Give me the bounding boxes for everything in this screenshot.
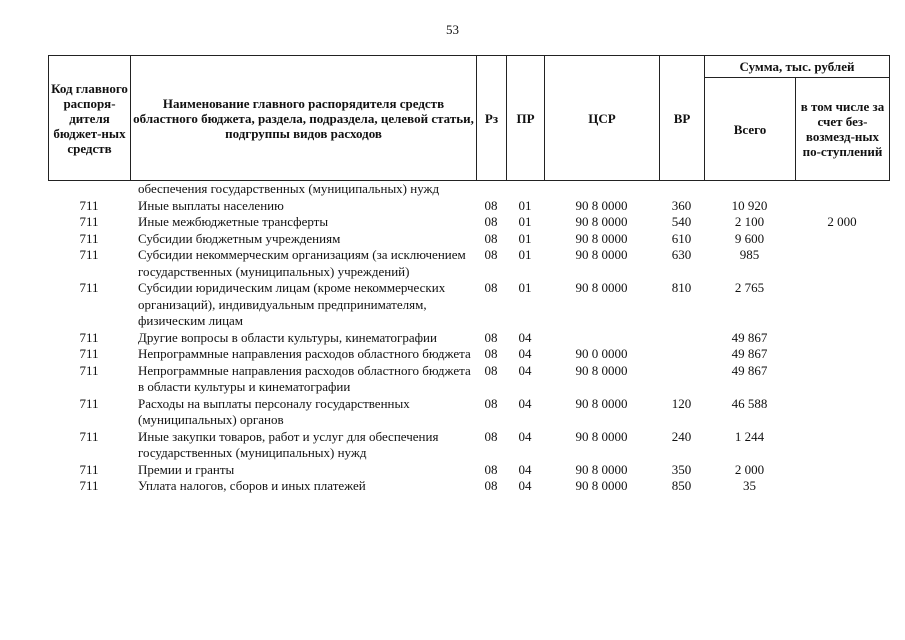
header-incl: в том числе за счет без-возмезд-ных по-ступлений bbox=[796, 78, 890, 181]
cell-csr: 90 8 0000 bbox=[575, 280, 628, 295]
cell-vr: 360 bbox=[671, 197, 692, 213]
cell-csr: 90 8 0000 bbox=[575, 428, 628, 444]
table-row bbox=[48, 231, 889, 248]
cell-pr: 01 bbox=[518, 230, 532, 246]
cell-incl bbox=[795, 396, 889, 429]
cell-name: Иные закупки товаров, работ и услуг для обеспечения государственных (муниципальных) нужд bbox=[138, 428, 439, 460]
cell-rz: 08 bbox=[484, 461, 498, 477]
cell-total bbox=[704, 181, 795, 198]
cell-total: 985 bbox=[739, 247, 760, 262]
table-row bbox=[48, 247, 889, 280]
header-vr: ВР bbox=[660, 56, 705, 181]
cell-rz: 08 bbox=[484, 478, 498, 493]
cell-pr: 01 bbox=[518, 197, 532, 213]
cell-name: обеспечения государственных (муниципальных) нужд bbox=[138, 181, 440, 196]
cell-vr: 810 bbox=[671, 280, 692, 295]
cell-total: 2 765 bbox=[734, 280, 765, 295]
cell-rz: 08 bbox=[484, 230, 498, 246]
cell-csr: 90 8 0000 bbox=[575, 395, 628, 411]
header-sum: Сумма, тыс. рублей bbox=[705, 56, 890, 78]
cell-code: 711 bbox=[79, 197, 99, 213]
cell-csr: 90 8 0000 bbox=[575, 214, 628, 229]
cell-code: 711 bbox=[79, 329, 99, 345]
cell-code: 711 bbox=[79, 478, 99, 493]
table-row bbox=[48, 429, 889, 462]
cell-total: 49 867 bbox=[731, 346, 768, 361]
cell-total: 2 100 bbox=[734, 214, 765, 229]
cell-name: Субсидии бюджетным учреждениям bbox=[138, 230, 341, 246]
table-row bbox=[48, 198, 889, 215]
table-body bbox=[48, 181, 889, 495]
cell-pr: 04 bbox=[518, 428, 532, 444]
table-row bbox=[48, 462, 889, 479]
header-pr: ПР bbox=[507, 56, 545, 181]
cell-name: Непрограммные направления расходов областного бюджета bbox=[138, 346, 471, 361]
cell-code: 711 bbox=[79, 362, 99, 378]
table-header bbox=[48, 55, 890, 181]
cell-vr: 630 bbox=[671, 247, 692, 262]
cell-pr: 04 bbox=[518, 346, 532, 361]
cell-csr: 90 0 0000 bbox=[575, 346, 628, 361]
cell-incl bbox=[795, 462, 889, 479]
cell-total: 9 600 bbox=[734, 230, 765, 246]
table-row bbox=[48, 181, 889, 198]
cell-code: 711 bbox=[79, 428, 99, 444]
cell-code: 711 bbox=[79, 395, 99, 411]
cell-pr: 04 bbox=[518, 478, 532, 493]
cell-csr: 90 8 0000 bbox=[575, 247, 628, 262]
cell-vr bbox=[659, 363, 704, 396]
cell-total: 49 867 bbox=[731, 329, 768, 345]
cell-csr bbox=[544, 181, 659, 198]
cell-name: Иные межбюджетные трансферты bbox=[138, 214, 329, 229]
cell-incl bbox=[795, 181, 889, 198]
cell-rz: 08 bbox=[484, 280, 498, 295]
cell-rz: 08 bbox=[484, 395, 498, 411]
cell-total: 1 244 bbox=[734, 428, 765, 444]
header-total: Всего bbox=[705, 78, 796, 181]
cell-incl bbox=[795, 247, 889, 280]
cell-vr: 350 bbox=[671, 461, 692, 477]
cell-code: 711 bbox=[79, 280, 99, 295]
cell-pr: 04 bbox=[518, 329, 532, 345]
cell-pr: 04 bbox=[518, 395, 532, 411]
table-row bbox=[48, 363, 889, 396]
cell-rz bbox=[476, 181, 506, 198]
table-row bbox=[48, 280, 889, 330]
cell-incl bbox=[795, 478, 889, 495]
cell-pr: 04 bbox=[518, 362, 532, 378]
cell-name: Непрограммные направления расходов областного бюджета в области культуры и кинематографии bbox=[138, 362, 471, 394]
cell-rz: 08 bbox=[484, 214, 498, 229]
cell-total: 46 588 bbox=[731, 395, 768, 411]
cell-vr: 120 bbox=[671, 395, 692, 411]
cell-name: Уплата налогов, сборов и иных платежей bbox=[138, 478, 366, 493]
table-row bbox=[48, 214, 889, 231]
cell-vr bbox=[659, 181, 704, 198]
cell-vr bbox=[659, 346, 704, 363]
cell-total: 35 bbox=[743, 478, 756, 493]
cell-code: 711 bbox=[79, 461, 99, 477]
cell-vr: 850 bbox=[671, 478, 692, 493]
cell-pr: 04 bbox=[518, 461, 532, 477]
cell-csr: 90 8 0000 bbox=[575, 461, 628, 477]
cell-rz: 08 bbox=[484, 197, 498, 213]
cell-incl bbox=[795, 330, 889, 347]
header-csr: ЦСР bbox=[545, 56, 660, 181]
cell-csr: 90 8 0000 bbox=[575, 230, 628, 246]
cell-code: 711 bbox=[79, 230, 99, 246]
cell-total: 2 000 bbox=[734, 461, 765, 477]
table-row bbox=[48, 346, 889, 363]
cell-vr: 240 bbox=[671, 428, 692, 444]
cell-name: Премии и гранты bbox=[138, 461, 235, 477]
page-number: 53 bbox=[446, 22, 459, 37]
cell-vr bbox=[659, 330, 704, 347]
cell-csr bbox=[544, 330, 659, 347]
cell-name: Иные выплаты населению bbox=[138, 197, 284, 213]
cell-rz: 08 bbox=[484, 329, 498, 345]
cell-code: 711 bbox=[79, 247, 99, 262]
cell-incl: 2 000 bbox=[827, 214, 857, 229]
cell-pr: 01 bbox=[518, 280, 532, 295]
cell-code bbox=[48, 181, 130, 198]
cell-name: Другие вопросы в области культуры, кинематографии bbox=[138, 329, 437, 345]
cell-vr: 610 bbox=[671, 230, 692, 246]
cell-incl bbox=[795, 280, 889, 330]
cell-incl bbox=[795, 198, 889, 215]
cell-code: 711 bbox=[79, 346, 99, 361]
cell-pr bbox=[506, 181, 544, 198]
table-row bbox=[48, 396, 889, 429]
cell-csr: 90 8 0000 bbox=[575, 362, 628, 378]
cell-rz: 08 bbox=[484, 362, 498, 378]
cell-pr: 01 bbox=[518, 214, 532, 229]
header-name: Наименование главного распорядителя средств областного бюджета, раздела, подраздела, целевой статьи, подгруппы видов расходов bbox=[131, 56, 477, 181]
cell-vr: 540 bbox=[671, 214, 692, 229]
table-row bbox=[48, 478, 889, 495]
cell-rz: 08 bbox=[484, 247, 498, 262]
cell-name: Субсидии юридическим лицам (кроме некоммерческих организаций), индивидуальным предпринимателям, физическим лицам bbox=[138, 280, 446, 328]
cell-rz: 08 bbox=[484, 346, 498, 361]
cell-incl bbox=[795, 231, 889, 248]
cell-rz: 08 bbox=[484, 428, 498, 444]
cell-incl bbox=[795, 429, 889, 462]
cell-name: Расходы на выплаты персоналу государственных (муниципальных) органов bbox=[138, 395, 410, 427]
cell-incl bbox=[795, 363, 889, 396]
cell-pr: 01 bbox=[518, 247, 532, 262]
cell-total: 49 867 bbox=[731, 362, 768, 378]
cell-csr: 90 8 0000 bbox=[575, 197, 628, 213]
cell-total: 10 920 bbox=[731, 197, 768, 213]
cell-incl bbox=[795, 346, 889, 363]
cell-name: Субсидии некоммерческим организациям (за исключением государственных (муниципальных) учреждений) bbox=[138, 247, 466, 279]
header-code: Код главного распоря-дителя бюджет-ных средств bbox=[49, 56, 131, 181]
table-row bbox=[48, 330, 889, 347]
cell-csr: 90 8 0000 bbox=[575, 478, 628, 493]
header-rz: Рз bbox=[477, 56, 507, 181]
cell-code: 711 bbox=[79, 214, 99, 229]
